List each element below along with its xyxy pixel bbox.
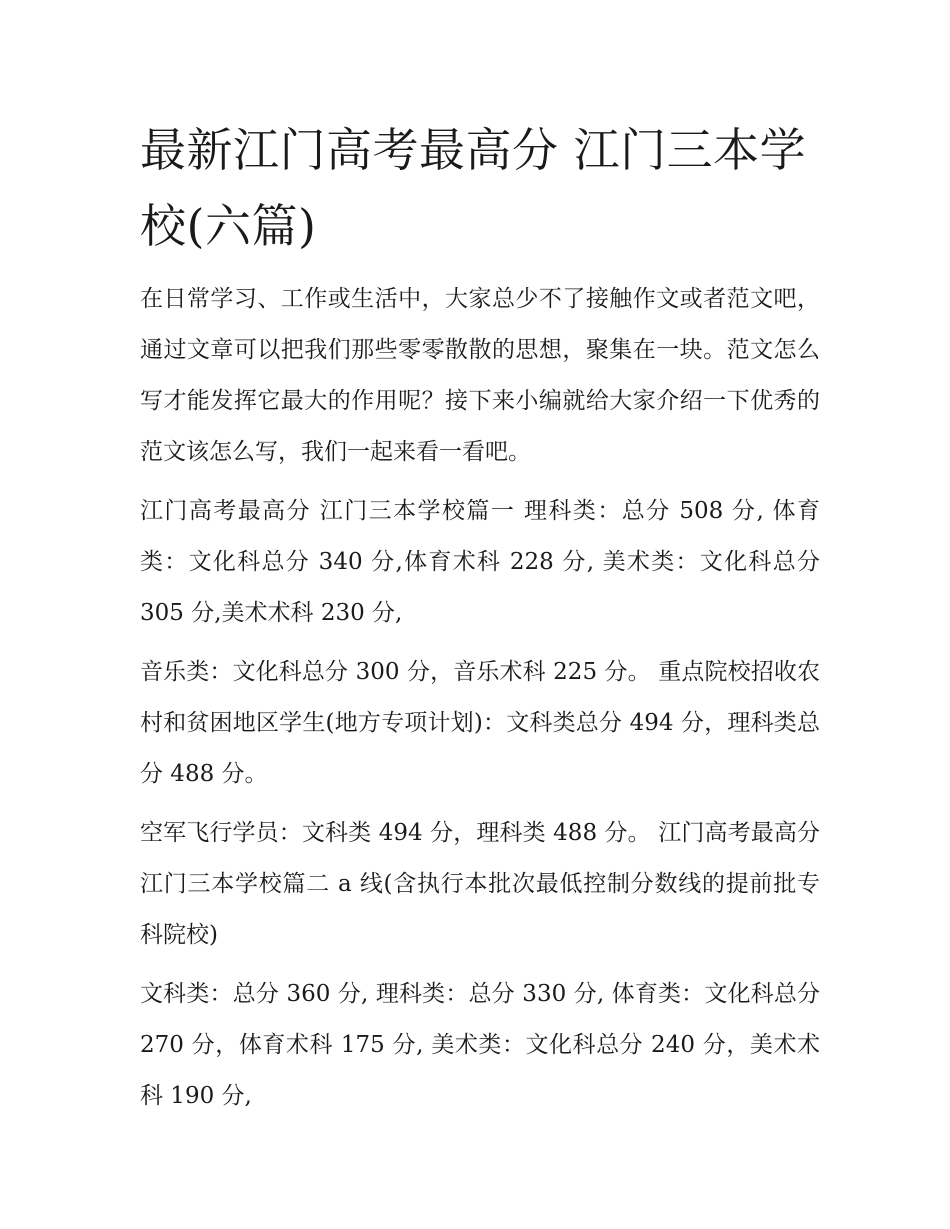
document-title: 最新江门高考最高分 江门三本学校(六篇): [140, 123, 807, 253]
document-page: [140, 112, 820, 1122]
paragraph-section-1: 江门高考最高分 江门三本学校篇一 理科类：总分 508 分, 体育类：文化科总分 340 分,体育术科 228 分, 美术类：文化科总分 305 分,美术术科 230 分,: [140, 498, 820, 626]
paragraph-liberal-arts: 文科类：总分 360 分, 理科类：总分 330 分, 体育类：文化科总分 270 分，体育术科 175 分, 美术类：文化科总分 240 分，美术术科 190 分,: [140, 981, 820, 1109]
paragraph-music-class: 音乐类：文化科总分 300 分，音乐术科 225 分。 重点院校招收农村和贫困地区学生(地方专项计划)：文科类总分 494 分，理科类总分 488 分。: [140, 659, 820, 787]
paragraph-air-force: 空军飞行学员：文科类 494 分，理科类 488 分。 江门高考最高分 江门三本学校篇二 a 线(含执行本批次最低控制分数线的提前批专科院校): [140, 820, 820, 948]
paragraph-intro: 在日常学习、工作或生活中，大家总少不了接触作文或者范文吧，通过文章可以把我们那些零零散散的思想，聚集在一块。范文怎么写才能发挥它最大的作用呢？接下来小编就给大家介绍一下优秀的范文该怎么写，我们一起来看一看吧。: [140, 286, 820, 465]
